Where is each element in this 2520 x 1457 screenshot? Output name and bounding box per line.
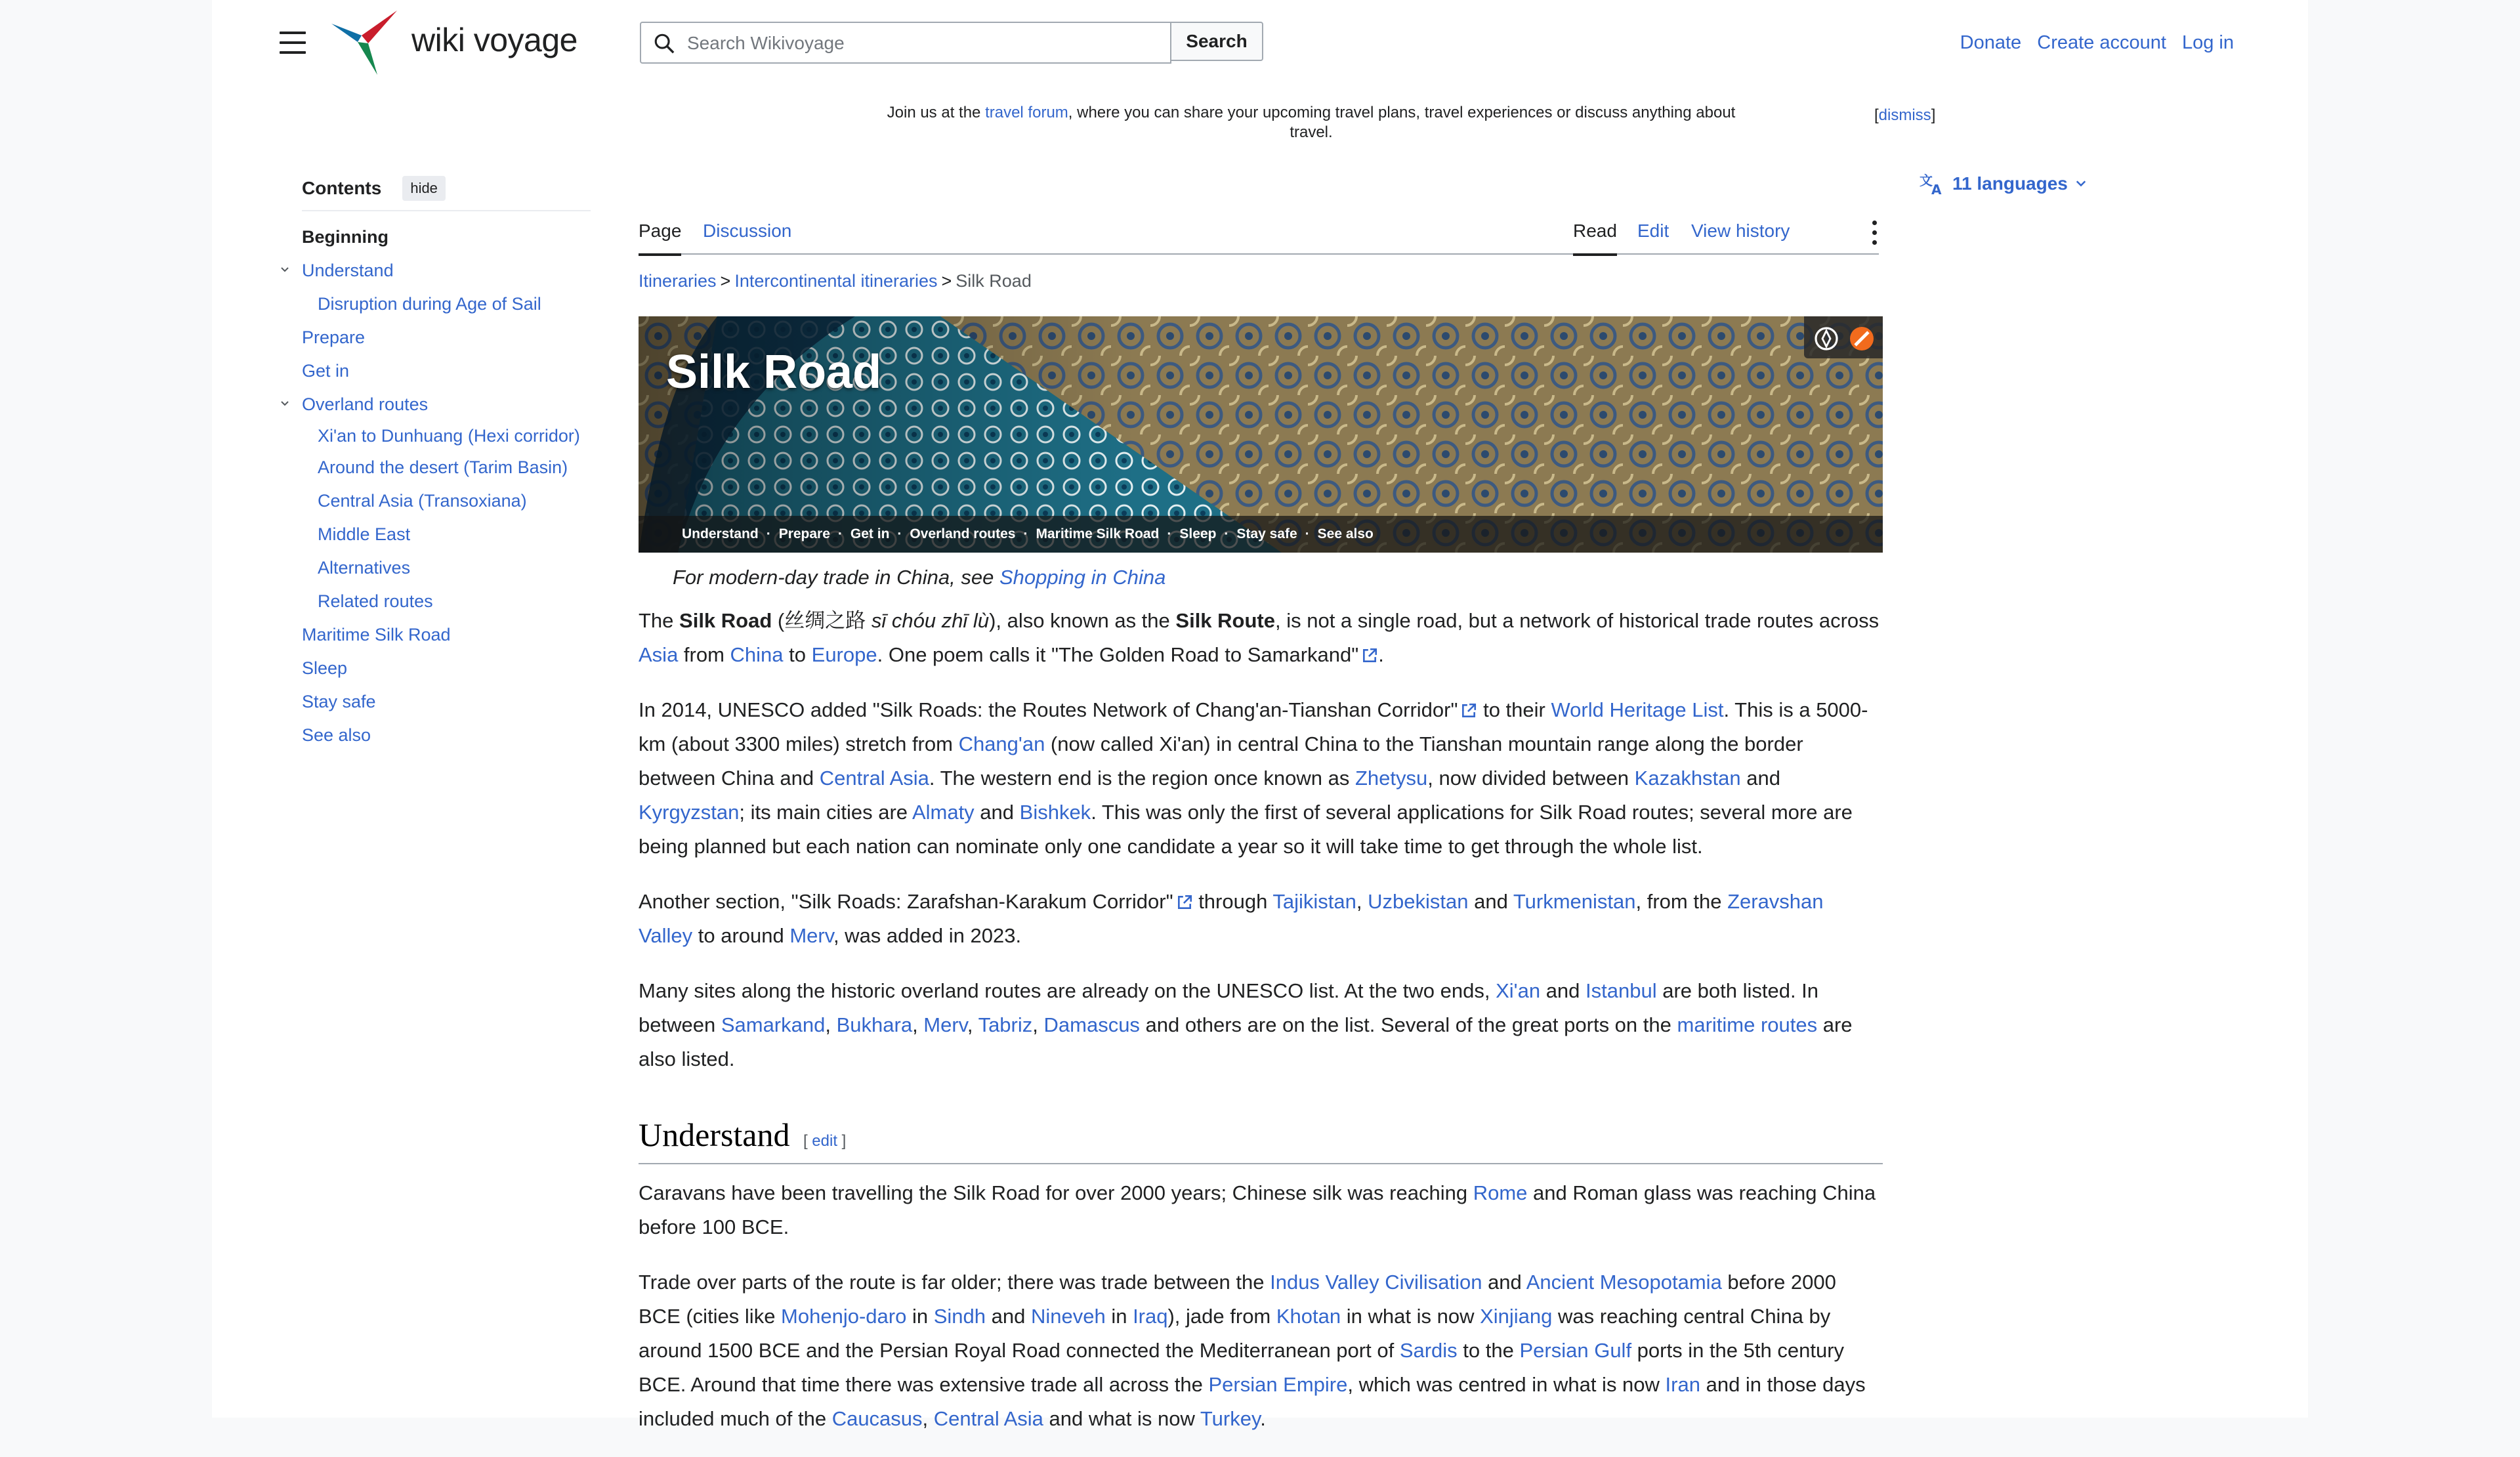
paragraph: [639, 693, 1883, 864]
text-run: and in those days included much of the: [639, 1373, 1866, 1430]
donate-link[interactable]: Donate: [1960, 32, 2022, 53]
article-intro: [639, 604, 1883, 1097]
banner-nav-see-also[interactable]: See also: [1317, 526, 1374, 541]
text-run: .: [1260, 1407, 1266, 1430]
article-link[interactable]: Khotan: [1276, 1305, 1341, 1328]
toc-list: [302, 226, 591, 757]
section-edit: [ edit ]: [803, 1132, 847, 1150]
text-run: . This was only the first of several applications for Silk Road routes; several more are being planned but each nation can nominate only one candidate a year so it will take time to get through the whole list.: [639, 801, 1853, 858]
banner-nav-get-in[interactable]: Get in: [850, 526, 890, 541]
breadcrumb-intercontinental[interactable]: Intercontinental itineraries: [734, 271, 938, 291]
log-in-link[interactable]: Log in: [2181, 32, 2234, 53]
article-link[interactable]: Xi'an: [1496, 979, 1541, 1002]
external-link-icon[interactable]: [1176, 894, 1193, 911]
banner-nav-maritime[interactable]: Maritime Silk Road: [1036, 526, 1160, 541]
text-run: to their: [1477, 698, 1551, 721]
text-run: in: [906, 1305, 934, 1328]
article-link[interactable]: Europe: [811, 643, 877, 666]
text-run: In 2014, UNESCO added "Silk Roads: the Routes Network of Chang'an-Tianshan Corridor": [639, 698, 1458, 721]
tab-edit[interactable]: Edit: [1637, 221, 1670, 241]
site-notice: Join us at the travel forum, where you can share your upcoming travel plans, travel experiences or discuss anything about travel.: [887, 104, 1736, 141]
text-run: (丝绸之路: [772, 609, 872, 632]
text-run: ; its main cities are: [739, 801, 912, 824]
external-link-icon[interactable]: [1361, 647, 1378, 664]
section-edit-link[interactable]: edit: [812, 1132, 837, 1150]
article-link[interactable]: Kyrgyzstan: [639, 801, 740, 824]
create-account-link[interactable]: Create account: [2037, 32, 2166, 53]
article-link[interactable]: Turkmenistan: [1513, 890, 1636, 913]
toc-item-alternatives[interactable]: Alternatives: [318, 558, 411, 578]
article-link[interactable]: Tajikistan: [1272, 890, 1356, 913]
article-link[interactable]: Sardis: [1399, 1339, 1458, 1362]
search-form: [640, 22, 1263, 64]
section-title: Understand: [639, 1116, 790, 1153]
toc-item-disruption[interactable]: Disruption during Age of Sail: [318, 294, 541, 314]
article-link[interactable]: Bishkek: [1019, 801, 1091, 824]
text-run: , now divided between: [1427, 767, 1635, 790]
text-run: ,: [825, 1013, 837, 1036]
itinerary-icon[interactable]: [1849, 326, 1875, 352]
main-menu-icon[interactable]: [280, 32, 306, 54]
toc-item-hexi-corridor[interactable]: Xi'an to Dunhuang (Hexi corridor): [318, 426, 580, 446]
text-run: and: [1482, 1271, 1526, 1294]
tab-view-history[interactable]: View history: [1691, 221, 1790, 241]
text-run: Trade over parts of the route is far older; there was trade between the: [639, 1271, 1270, 1294]
more-options-icon[interactable]: [1872, 221, 1879, 247]
article-link[interactable]: Asia: [639, 643, 679, 666]
text-run: to around: [692, 924, 790, 947]
text-run: Many sites along the historic overland routes are already on the UNESCO list. At the two ends,: [639, 979, 1496, 1002]
text-run: before 2000 BCE (cities like: [639, 1271, 1836, 1328]
toc-item-see-also[interactable]: See also: [302, 725, 371, 745]
article-link[interactable]: Iran: [1665, 1373, 1700, 1396]
paragraph: [639, 604, 1883, 672]
article-link[interactable]: Almaty: [912, 801, 975, 824]
table-of-contents: [302, 172, 591, 757]
text-run: was reaching central China by around 1500 BCE and the Persian Royal Road connected the Mediterranean port of: [639, 1305, 1831, 1362]
text-run: and: [1740, 767, 1780, 790]
tab-page[interactable]: Page: [639, 221, 681, 256]
banner-badges: [1804, 316, 1883, 358]
article-understand: [639, 1176, 1883, 1457]
language-count: 11 languages: [1952, 173, 2068, 194]
italic-text: sī chóu zhī lù: [871, 609, 990, 632]
article-link[interactable]: Sindh: [933, 1305, 986, 1328]
article-link[interactable]: Mohenjo-daro: [781, 1305, 907, 1328]
article-link[interactable]: Turkey: [1200, 1407, 1261, 1430]
bold-text: Silk Road: [679, 609, 772, 632]
article-link[interactable]: Iraq: [1133, 1305, 1168, 1328]
text-run: , from the: [1635, 890, 1728, 913]
article-link[interactable]: World Heritage List: [1551, 698, 1724, 721]
wikivoyage-logo-icon: [331, 11, 404, 76]
breadcrumb-itineraries[interactable]: Itineraries: [639, 271, 717, 291]
text-run: ,: [967, 1013, 978, 1036]
article-link[interactable]: Merv: [789, 924, 833, 947]
breadcrumb: Itineraries > Intercontinental itineraries > Silk Road: [639, 271, 1032, 291]
svg-text:文: 文: [1920, 173, 1933, 188]
text-run: Another section, "Silk Roads: Zarafshan-Karakum Corridor": [639, 890, 1173, 913]
toc-item-central-asia[interactable]: Central Asia (Transoxiana): [318, 491, 527, 511]
article-link[interactable]: Central Asia: [819, 767, 929, 790]
text-run: from: [678, 643, 730, 666]
toc-title: Contents: [302, 178, 382, 198]
text-run: (now called Xi'an) in central China to the Tianshan mountain range along the border between China and: [639, 732, 1803, 790]
chevron-down-icon[interactable]: [280, 398, 290, 409]
chevron-down-icon[interactable]: [280, 264, 290, 275]
article-link[interactable]: Persian Gulf: [1519, 1339, 1632, 1362]
article-link[interactable]: Persian Empire: [1208, 1373, 1348, 1396]
hatnote: For modern-day trade in China, see Shopping in China: [673, 566, 1166, 589]
text-run: ,: [1032, 1013, 1044, 1036]
section-heading-understand: [639, 1116, 1883, 1164]
search-input[interactable]: [686, 30, 1161, 57]
text-run: through: [1192, 890, 1273, 913]
page-tabs: [639, 210, 1879, 255]
paragraph: [639, 974, 1883, 1076]
text-run: and: [1468, 890, 1513, 913]
text-run: and: [986, 1305, 1031, 1328]
banner-title: Silk Road: [666, 346, 882, 398]
language-button[interactable]: [1920, 172, 2094, 196]
search-button[interactable]: Search: [1170, 22, 1263, 61]
text-run: ), also known as the: [989, 609, 1176, 632]
article-link[interactable]: Nineveh: [1030, 1305, 1106, 1328]
text-run: and: [974, 801, 1020, 824]
article-link[interactable]: Zhetysu: [1355, 767, 1428, 790]
text-run: are also listed.: [639, 1013, 1853, 1070]
article-link[interactable]: maritime routes: [1677, 1013, 1818, 1036]
text-run: in: [1105, 1305, 1133, 1328]
toc-hide-button[interactable]: hide: [402, 176, 446, 201]
banner-nav-understand[interactable]: Understand: [682, 526, 759, 541]
text-run: .: [1378, 643, 1384, 666]
toc-item-tarim-basin[interactable]: Around the desert (Tarim Basin): [318, 457, 568, 477]
article-link[interactable]: Xinjiang: [1480, 1305, 1553, 1328]
text-run: are both listed. In between: [639, 979, 1819, 1036]
travel-forum-link[interactable]: travel forum: [985, 104, 1068, 121]
text-run: , which was centred in what is now: [1347, 1373, 1666, 1396]
banner-nav-sleep[interactable]: Sleep: [1179, 526, 1217, 541]
article-link[interactable]: Rome: [1473, 1181, 1528, 1204]
paragraph: [639, 1176, 1883, 1244]
toc-item-prepare[interactable]: Prepare: [302, 327, 366, 347]
text-run: . The western end is the region once known as: [929, 767, 1355, 790]
banner-nav-overland-routes[interactable]: Overland routes: [910, 526, 1016, 541]
dismiss-notice: [dismiss]: [1874, 106, 1936, 124]
text-run: The: [639, 609, 680, 632]
guide-status-icon[interactable]: [1813, 326, 1839, 352]
page-banner: [639, 316, 1883, 553]
article-link[interactable]: Merv: [923, 1013, 967, 1036]
article-link[interactable]: China: [730, 643, 784, 666]
article-link[interactable]: Indus Valley Civilisation: [1270, 1271, 1482, 1294]
external-link-icon[interactable]: [1460, 702, 1477, 719]
toc-item-sleep[interactable]: Sleep: [302, 658, 348, 678]
text-run: in what is now: [1341, 1305, 1480, 1328]
text-run: , is not a single road, but a network of historical trade routes across: [1275, 609, 1880, 632]
toc-item-overland-routes[interactable]: Overland routes: [302, 393, 591, 427]
article-link[interactable]: Zeravshan Valley: [639, 890, 1824, 947]
toc-item-middle-east[interactable]: Middle East: [318, 524, 411, 544]
article-link[interactable]: Chang'an: [958, 732, 1045, 755]
article-link[interactable]: Kazakhstan: [1634, 767, 1741, 790]
article-link[interactable]: Caucasus: [831, 1407, 923, 1430]
toc-item-related-routes[interactable]: Related routes: [318, 591, 433, 611]
paragraph: [639, 1265, 1883, 1436]
text-run: ports in the 5th century BCE. Around that time there was extensive trade all across the: [639, 1339, 1845, 1396]
paragraph: [639, 885, 1883, 953]
banner-nav-stay-safe[interactable]: Stay safe: [1236, 526, 1297, 541]
chevron-down-icon: [2074, 177, 2088, 190]
article-link[interactable]: Damascus: [1043, 1013, 1140, 1036]
text-run: ), jade from: [1167, 1305, 1276, 1328]
search-box[interactable]: [640, 22, 1171, 64]
text-run: and others are on the list. Several of the great ports on the: [1139, 1013, 1677, 1036]
toc-item-maritime-silk-road[interactable]: Maritime Silk Road: [302, 625, 451, 644]
text-run: to: [783, 643, 812, 666]
user-links: [1950, 32, 2234, 54]
text-run: ,: [922, 1407, 934, 1430]
text-run: Caravans have been travelling the Silk Road for over 2000 years; Chinese silk was reaching: [639, 1181, 1473, 1204]
article-link[interactable]: Tabriz: [978, 1013, 1033, 1036]
article-link[interactable]: Istanbul: [1586, 979, 1657, 1002]
article-link[interactable]: Ancient Mesopotamia: [1526, 1271, 1722, 1294]
article-link[interactable]: Central Asia: [933, 1407, 1043, 1430]
search-icon: [653, 32, 675, 54]
toc-divider: [302, 210, 591, 211]
tab-read[interactable]: Read: [1573, 221, 1617, 256]
banner-nav-prepare[interactable]: Prepare: [778, 526, 830, 541]
text-run: , was added in 2023.: [833, 924, 1022, 947]
text-run: ,: [912, 1013, 924, 1036]
text-run: ,: [1356, 890, 1368, 913]
site-logo[interactable]: [331, 11, 614, 76]
svg-text:A: A: [1931, 182, 1942, 196]
toc-item-understand[interactable]: Understand: [302, 259, 591, 293]
logo-wordmark: wiki voyage: [411, 22, 578, 58]
article-link[interactable]: Bukhara: [836, 1013, 913, 1036]
banner-nav: Understand · Prepare · Get in · Overland routes · Maritime Silk Road · Sleep · Stay safe · See also: [639, 516, 1883, 553]
translate-icon: [1920, 172, 1946, 196]
page: [212, 0, 2308, 1430]
toc-item-get-in[interactable]: Get in: [302, 361, 350, 381]
breadcrumb-current: Silk Road: [956, 271, 1032, 291]
shopping-in-china-link[interactable]: Shopping in China: [999, 566, 1166, 589]
text-run: to the: [1457, 1339, 1520, 1362]
article-link[interactable]: Samarkand: [721, 1013, 826, 1036]
tab-discussion[interactable]: Discussion: [703, 221, 792, 241]
dismiss-link[interactable]: dismiss: [1878, 106, 1931, 124]
text-run: . One poem calls it "The Golden Road to Samarkand": [877, 643, 1359, 666]
toc-item-beginning[interactable]: Beginning: [302, 227, 388, 247]
text-run: . This is a 5000-km (about 3300 miles) stretch from: [639, 698, 1868, 755]
bold-text: Silk Route: [1175, 609, 1275, 632]
toc-item-stay-safe[interactable]: Stay safe: [302, 692, 376, 711]
text-run: and Roman glass was reaching China before 100 BCE.: [639, 1181, 1876, 1238]
article-link[interactable]: Uzbekistan: [1368, 890, 1469, 913]
text-run: and what is now: [1043, 1407, 1200, 1430]
text-run: and: [1540, 979, 1586, 1002]
